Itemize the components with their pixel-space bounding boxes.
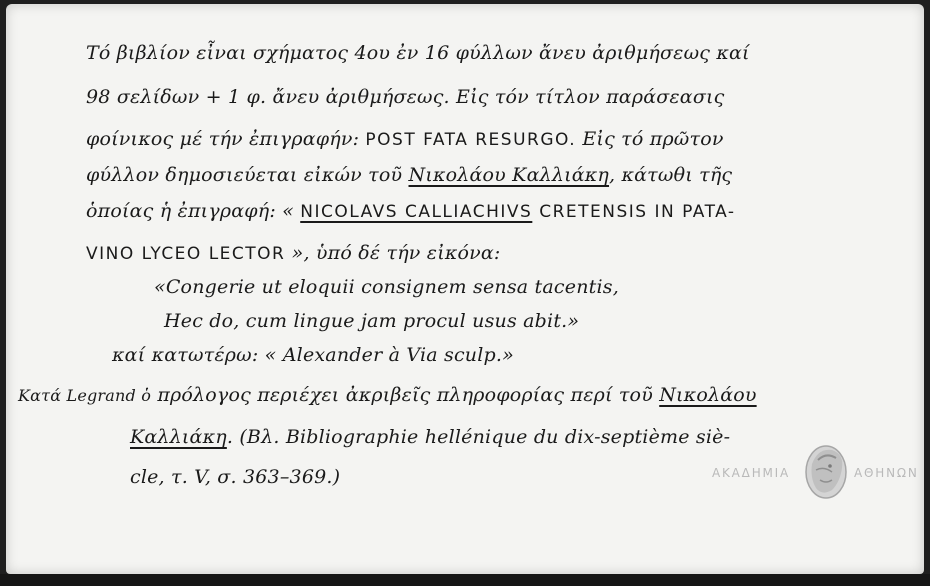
latin-inscription: CRETENSIS IN PATA-	[532, 202, 736, 222]
line-text: », ὑπό δέ τήν εἰκόνα:	[285, 242, 501, 264]
line-text: φύλλον δημοσιεύεται εἰκών τοῦ	[86, 164, 409, 186]
index-card	[6, 4, 924, 574]
card-line-5	[86, 200, 736, 222]
card-line-2	[86, 86, 725, 108]
scan-bottom-edge	[0, 574, 930, 586]
line-text: , κάτωθι τῆς	[609, 164, 733, 186]
card-line-4	[86, 164, 732, 186]
verse-text: «Congerie ut eloquii consignem sensa tacentis,	[154, 276, 619, 298]
athena-head-icon	[802, 442, 850, 502]
latin-inscription: VINO LYCEO LECTOR	[86, 244, 286, 264]
line-text: 98 σελίδων + 1 φ. ἄνευ ἀριθμήσεως. Εἰς τόν τίτλον παράσεασις	[86, 86, 725, 108]
academy-watermark	[706, 456, 930, 496]
underlined-name: Καλλιάκη	[130, 426, 227, 448]
line-text: cle, τ. V, σ. 363–369.)	[130, 466, 341, 488]
card-line-6	[86, 242, 501, 264]
underlined-latin-name: NICOLAVS CALLIACHIVS	[300, 202, 533, 222]
card-line-8	[164, 310, 579, 332]
note-line-2	[130, 426, 730, 448]
line-text: Εἰς τό πρῶτον	[576, 128, 724, 150]
line-text: καί κατωτέρω: « Alexander à Via sculp.»	[112, 344, 514, 366]
card-line-3	[86, 128, 724, 150]
verse-text: Hec do, cum lingue jam procul usus abit.»	[164, 310, 580, 332]
card-line-7	[154, 276, 619, 298]
card-line-9	[112, 344, 514, 366]
underlined-name: Νικολάου	[659, 384, 757, 406]
line-text: Τό βιβλίον εἶναι σχήματος 4ου ἐν 16 φύλλων ἄνευ ἀριθμήσεως καί	[86, 42, 750, 64]
watermark-right-text: ΑΘΗΝΩΝ	[854, 466, 919, 480]
line-text: πρόλογος περιέχει ἀκριβεῖς πληροφορίας περί τοῦ	[157, 384, 653, 406]
note-prefix: Κατά Legrand ὁ	[18, 386, 152, 405]
line-text: φοίνικος μέ τήν ἐπιγραφήν:	[86, 128, 366, 150]
line-text: ὁποίας ἡ ἐπιγραφή: «	[86, 200, 301, 222]
note-line-3	[130, 466, 340, 488]
note-line-1	[18, 384, 757, 406]
underlined-name: Νικολάου Καλλιάκη	[408, 164, 610, 186]
card-line-1	[86, 42, 750, 64]
line-text: . (Βλ. Bibliographie hellénique du dix-septième siè-	[226, 426, 731, 448]
watermark-left-text: ΑΚΑΔΗΜΙΑ	[712, 466, 791, 480]
motto-text: POST FATA RESURGO.	[365, 130, 577, 150]
